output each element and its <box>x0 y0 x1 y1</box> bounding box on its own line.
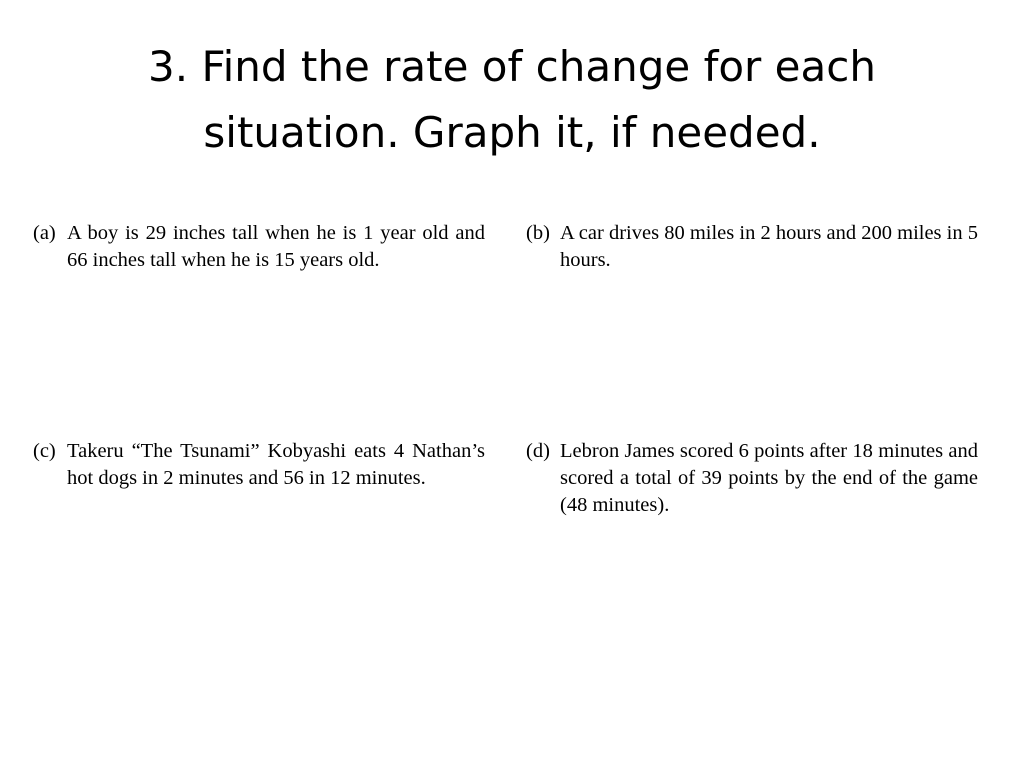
slide-title-line-2: situation. Graph it, if needed. <box>203 108 821 157</box>
problem-c-marker: (c) <box>33 440 56 462</box>
problem-a-text: A boy is 29 inches tall when he is 1 year old and 66 inches tall when he is 15 years old. <box>67 222 485 271</box>
slide-title <box>60 34 964 166</box>
problem-a <box>33 220 485 274</box>
problem-c <box>33 438 485 492</box>
problem-a-marker: (a) <box>33 222 56 244</box>
problem-b-text: A car drives 80 miles in 2 hours and 200 miles in 5 hours. <box>560 222 978 271</box>
problem-d <box>526 438 978 519</box>
slide-title-line-1: 3. Find the rate of change for each <box>148 42 876 91</box>
problem-b <box>526 220 978 274</box>
problem-c-text: Takeru “The Tsunami” Kobyashi eats 4 Nathan’s hot dogs in 2 minutes and 56 in 12 minutes. <box>67 440 485 489</box>
problem-d-marker: (d) <box>526 440 550 462</box>
problem-b-marker: (b) <box>526 222 550 244</box>
problem-d-text: Lebron James scored 6 points after 18 minutes and scored a total of 39 points by the end of the game (48 minutes). <box>560 440 978 516</box>
